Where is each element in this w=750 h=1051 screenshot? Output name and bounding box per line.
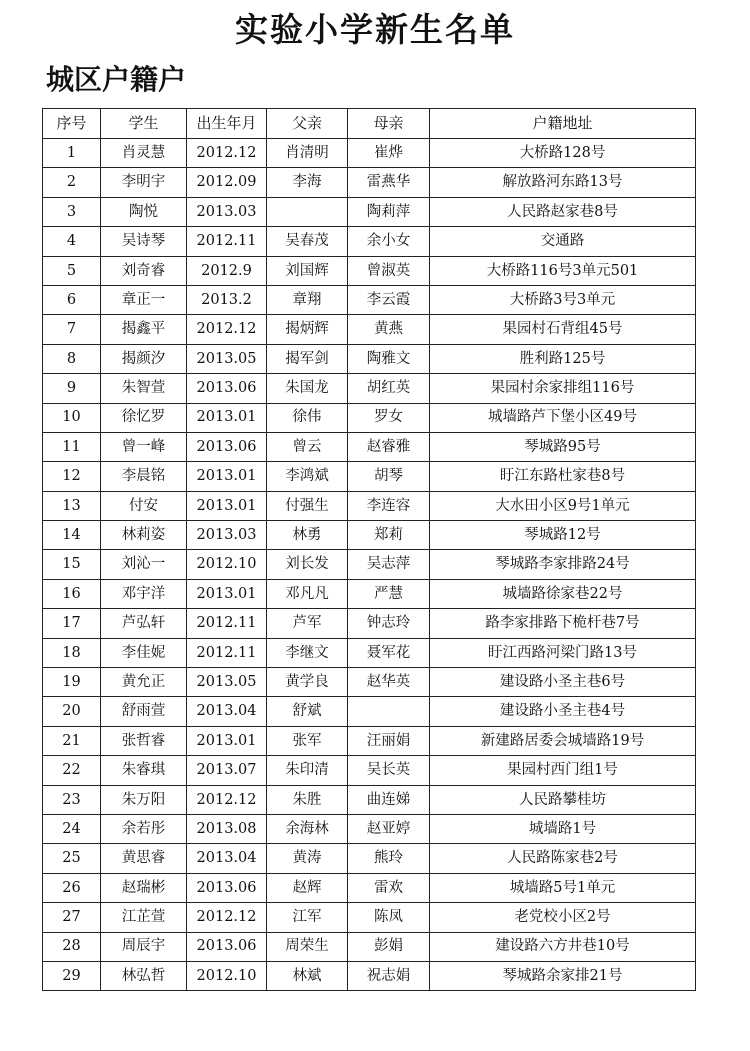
table-row — [43, 374, 696, 403]
cell-index: 13 — [43, 491, 101, 520]
cell-birth: 2013.04 — [187, 844, 267, 873]
table-header-row — [43, 109, 696, 139]
cell-student: 芦弘轩 — [101, 609, 187, 638]
cell-mother: 胡红英 — [348, 374, 430, 403]
header-student: 学生 — [101, 109, 187, 139]
cell-address: 琴城路12号 — [430, 521, 696, 550]
cell-mother: 陶雅文 — [348, 344, 430, 373]
cell-birth: 2012.12 — [187, 903, 267, 932]
cell-mother: 黄燕 — [348, 315, 430, 344]
cell-index: 25 — [43, 844, 101, 873]
cell-address: 大桥路116号3单元501 — [430, 256, 696, 285]
cell-mother: 熊玲 — [348, 844, 430, 873]
cell-index: 12 — [43, 462, 101, 491]
cell-father: 林斌 — [267, 961, 348, 990]
table-row — [43, 403, 696, 432]
cell-father: 徐伟 — [267, 403, 348, 432]
cell-student: 朱智萱 — [101, 374, 187, 403]
cell-mother: 吴志萍 — [348, 550, 430, 579]
cell-father: 林勇 — [267, 521, 348, 550]
cell-index: 7 — [43, 315, 101, 344]
cell-index: 20 — [43, 697, 101, 726]
cell-father: 江军 — [267, 903, 348, 932]
cell-index: 22 — [43, 756, 101, 785]
cell-student: 李明宇 — [101, 168, 187, 197]
cell-index: 8 — [43, 344, 101, 373]
cell-address: 城墙路芦下堡小区49号 — [430, 403, 696, 432]
cell-birth: 2012.12 — [187, 139, 267, 168]
cell-index: 10 — [43, 403, 101, 432]
cell-student: 李晨铭 — [101, 462, 187, 491]
cell-mother: 汪丽娟 — [348, 726, 430, 755]
cell-father: 李继文 — [267, 638, 348, 667]
cell-father: 吴春茂 — [267, 227, 348, 256]
cell-father: 芦军 — [267, 609, 348, 638]
cell-birth: 2012.11 — [187, 638, 267, 667]
cell-father: 揭军剑 — [267, 344, 348, 373]
cell-birth: 2013.05 — [187, 344, 267, 373]
cell-index: 3 — [43, 197, 101, 226]
cell-birth: 2012.10 — [187, 961, 267, 990]
cell-mother: 郑莉 — [348, 521, 430, 550]
cell-birth: 2013.07 — [187, 756, 267, 785]
cell-father: 刘长发 — [267, 550, 348, 579]
cell-father: 章翔 — [267, 285, 348, 314]
cell-address: 大水田小区9号1单元 — [430, 491, 696, 520]
cell-student: 朱万阳 — [101, 785, 187, 814]
cell-father: 张军 — [267, 726, 348, 755]
cell-address: 人民路赵家巷8号 — [430, 197, 696, 226]
cell-mother: 余小女 — [348, 227, 430, 256]
cell-father: 李鸿斌 — [267, 462, 348, 491]
cell-mother: 聂军花 — [348, 638, 430, 667]
header-birth: 出生年月 — [187, 109, 267, 139]
table-body — [43, 139, 696, 991]
cell-father: 余海林 — [267, 814, 348, 843]
cell-student: 章正一 — [101, 285, 187, 314]
cell-birth: 2013.08 — [187, 814, 267, 843]
student-roster-table — [42, 108, 696, 991]
table-row — [43, 903, 696, 932]
cell-father: 肖清明 — [267, 139, 348, 168]
cell-index: 21 — [43, 726, 101, 755]
cell-father: 曾云 — [267, 432, 348, 461]
table-row — [43, 550, 696, 579]
cell-student: 黄允正 — [101, 668, 187, 697]
cell-mother: 雷欢 — [348, 873, 430, 902]
cell-student: 刘沁一 — [101, 550, 187, 579]
cell-mother: 彭娟 — [348, 932, 430, 961]
cell-address: 人民路陈家巷2号 — [430, 844, 696, 873]
cell-address: 路李家排路下桅杆巷7号 — [430, 609, 696, 638]
cell-address: 新建路居委会城墙路19号 — [430, 726, 696, 755]
table-row — [43, 638, 696, 667]
table-row — [43, 462, 696, 491]
cell-student: 刘奇睿 — [101, 256, 187, 285]
cell-birth: 2013.06 — [187, 374, 267, 403]
table-row — [43, 491, 696, 520]
cell-mother: 李连容 — [348, 491, 430, 520]
document-title: 实验小学新生名单 — [235, 10, 515, 49]
cell-mother: 陈凤 — [348, 903, 430, 932]
cell-father: 刘国辉 — [267, 256, 348, 285]
table-row — [43, 697, 696, 726]
cell-mother: 胡琴 — [348, 462, 430, 491]
cell-student: 肖灵慧 — [101, 139, 187, 168]
cell-birth: 2013.03 — [187, 521, 267, 550]
cell-father: 黄涛 — [267, 844, 348, 873]
header-address: 户籍地址 — [430, 109, 696, 139]
cell-address: 盱江西路河梁门路13号 — [430, 638, 696, 667]
cell-birth: 2013.04 — [187, 697, 267, 726]
cell-birth: 2013.01 — [187, 462, 267, 491]
cell-birth: 2013.01 — [187, 726, 267, 755]
cell-index: 16 — [43, 579, 101, 608]
cell-student: 朱睿琪 — [101, 756, 187, 785]
cell-index: 27 — [43, 903, 101, 932]
table-row — [43, 432, 696, 461]
cell-student: 张哲睿 — [101, 726, 187, 755]
cell-address: 老党校小区2号 — [430, 903, 696, 932]
cell-father: 黄学良 — [267, 668, 348, 697]
table-row — [43, 168, 696, 197]
cell-birth: 2012.10 — [187, 550, 267, 579]
cell-birth: 2013.06 — [187, 932, 267, 961]
cell-birth: 2013.06 — [187, 873, 267, 902]
cell-mother: 曲连娣 — [348, 785, 430, 814]
cell-index: 18 — [43, 638, 101, 667]
cell-student: 陶悦 — [101, 197, 187, 226]
table-row — [43, 609, 696, 638]
cell-address: 大桥路3号3单元 — [430, 285, 696, 314]
cell-student: 李佳妮 — [101, 638, 187, 667]
cell-birth: 2013.06 — [187, 432, 267, 461]
cell-address: 人民路攀桂坊 — [430, 785, 696, 814]
cell-mother: 严慧 — [348, 579, 430, 608]
cell-father: 朱国龙 — [267, 374, 348, 403]
table-row — [43, 873, 696, 902]
cell-address: 建设路小圣主巷4号 — [430, 697, 696, 726]
cell-address: 城墙路5号1单元 — [430, 873, 696, 902]
cell-father — [267, 197, 348, 226]
cell-father: 付强生 — [267, 491, 348, 520]
table-row — [43, 756, 696, 785]
cell-student: 揭鑫平 — [101, 315, 187, 344]
cell-address: 城墙路1号 — [430, 814, 696, 843]
cell-address: 建设路小圣主巷6号 — [430, 668, 696, 697]
cell-student: 付安 — [101, 491, 187, 520]
cell-birth: 2012.9 — [187, 256, 267, 285]
cell-index: 5 — [43, 256, 101, 285]
cell-address: 盱江东路杜家巷8号 — [430, 462, 696, 491]
cell-student: 邓宇洋 — [101, 579, 187, 608]
cell-index: 14 — [43, 521, 101, 550]
cell-student: 徐忆罗 — [101, 403, 187, 432]
cell-address: 琴城路余家排21号 — [430, 961, 696, 990]
cell-mother: 祝志娟 — [348, 961, 430, 990]
cell-index: 29 — [43, 961, 101, 990]
cell-index: 26 — [43, 873, 101, 902]
cell-index: 17 — [43, 609, 101, 638]
cell-index: 28 — [43, 932, 101, 961]
cell-address: 果园村余家排组116号 — [430, 374, 696, 403]
cell-father: 舒斌 — [267, 697, 348, 726]
cell-address: 城墙路徐家巷22号 — [430, 579, 696, 608]
table-row — [43, 844, 696, 873]
cell-father: 李海 — [267, 168, 348, 197]
section-heading: 城区户籍户 — [46, 63, 187, 96]
cell-birth: 2012.12 — [187, 315, 267, 344]
cell-index: 24 — [43, 814, 101, 843]
cell-mother: 赵亚婷 — [348, 814, 430, 843]
cell-address: 胜利路125号 — [430, 344, 696, 373]
cell-index: 19 — [43, 668, 101, 697]
table-row — [43, 256, 696, 285]
cell-student: 揭颜汐 — [101, 344, 187, 373]
table-row — [43, 961, 696, 990]
cell-student: 曾一峰 — [101, 432, 187, 461]
cell-father: 赵辉 — [267, 873, 348, 902]
table-row — [43, 726, 696, 755]
cell-student: 赵瑞彬 — [101, 873, 187, 902]
cell-index: 1 — [43, 139, 101, 168]
cell-index: 6 — [43, 285, 101, 314]
cell-mother: 罗女 — [348, 403, 430, 432]
cell-mother: 曾淑英 — [348, 256, 430, 285]
cell-student: 黄思睿 — [101, 844, 187, 873]
cell-address: 交通路 — [430, 227, 696, 256]
cell-address: 建设路六方井巷10号 — [430, 932, 696, 961]
cell-index: 4 — [43, 227, 101, 256]
cell-birth: 2013.05 — [187, 668, 267, 697]
header-index: 序号 — [43, 109, 101, 139]
header-mother: 母亲 — [348, 109, 430, 139]
cell-father: 邓凡凡 — [267, 579, 348, 608]
cell-mother: 雷燕华 — [348, 168, 430, 197]
table-row — [43, 227, 696, 256]
cell-mother: 赵华英 — [348, 668, 430, 697]
cell-mother: 李云霞 — [348, 285, 430, 314]
cell-birth: 2013.01 — [187, 579, 267, 608]
table-row — [43, 285, 696, 314]
cell-birth: 2013.01 — [187, 403, 267, 432]
cell-father: 揭炳辉 — [267, 315, 348, 344]
cell-birth: 2012.12 — [187, 785, 267, 814]
table-row — [43, 139, 696, 168]
table-row — [43, 521, 696, 550]
cell-birth: 2012.11 — [187, 609, 267, 638]
cell-father: 周荣生 — [267, 932, 348, 961]
table-row — [43, 344, 696, 373]
table-row — [43, 579, 696, 608]
cell-index: 2 — [43, 168, 101, 197]
cell-student: 舒雨萱 — [101, 697, 187, 726]
cell-mother: 钟志玲 — [348, 609, 430, 638]
table-row — [43, 197, 696, 226]
cell-index: 15 — [43, 550, 101, 579]
cell-address: 果园村石背组45号 — [430, 315, 696, 344]
table-row — [43, 814, 696, 843]
cell-student: 林莉姿 — [101, 521, 187, 550]
cell-student: 吴诗琴 — [101, 227, 187, 256]
table-row — [43, 668, 696, 697]
cell-father: 朱胜 — [267, 785, 348, 814]
cell-mother: 赵睿雅 — [348, 432, 430, 461]
cell-father: 朱印清 — [267, 756, 348, 785]
table-row — [43, 932, 696, 961]
cell-birth: 2012.11 — [187, 227, 267, 256]
cell-mother: 陶莉萍 — [348, 197, 430, 226]
cell-index: 11 — [43, 432, 101, 461]
cell-address: 琴城路95号 — [430, 432, 696, 461]
cell-index: 23 — [43, 785, 101, 814]
cell-birth: 2013.01 — [187, 491, 267, 520]
cell-student: 周辰宇 — [101, 932, 187, 961]
cell-mother: 崔烨 — [348, 139, 430, 168]
cell-address: 解放路河东路13号 — [430, 168, 696, 197]
cell-student: 余若彤 — [101, 814, 187, 843]
cell-birth: 2013.2 — [187, 285, 267, 314]
cell-student: 林弘哲 — [101, 961, 187, 990]
header-father: 父亲 — [267, 109, 348, 139]
table-row — [43, 315, 696, 344]
cell-birth: 2013.03 — [187, 197, 267, 226]
cell-student: 江芷萱 — [101, 903, 187, 932]
cell-mother — [348, 697, 430, 726]
table-row — [43, 785, 696, 814]
cell-mother: 吴长英 — [348, 756, 430, 785]
cell-address: 大桥路128号 — [430, 139, 696, 168]
cell-birth: 2012.09 — [187, 168, 267, 197]
cell-index: 9 — [43, 374, 101, 403]
cell-address: 琴城路李家排路24号 — [430, 550, 696, 579]
cell-address: 果园村西门组1号 — [430, 756, 696, 785]
